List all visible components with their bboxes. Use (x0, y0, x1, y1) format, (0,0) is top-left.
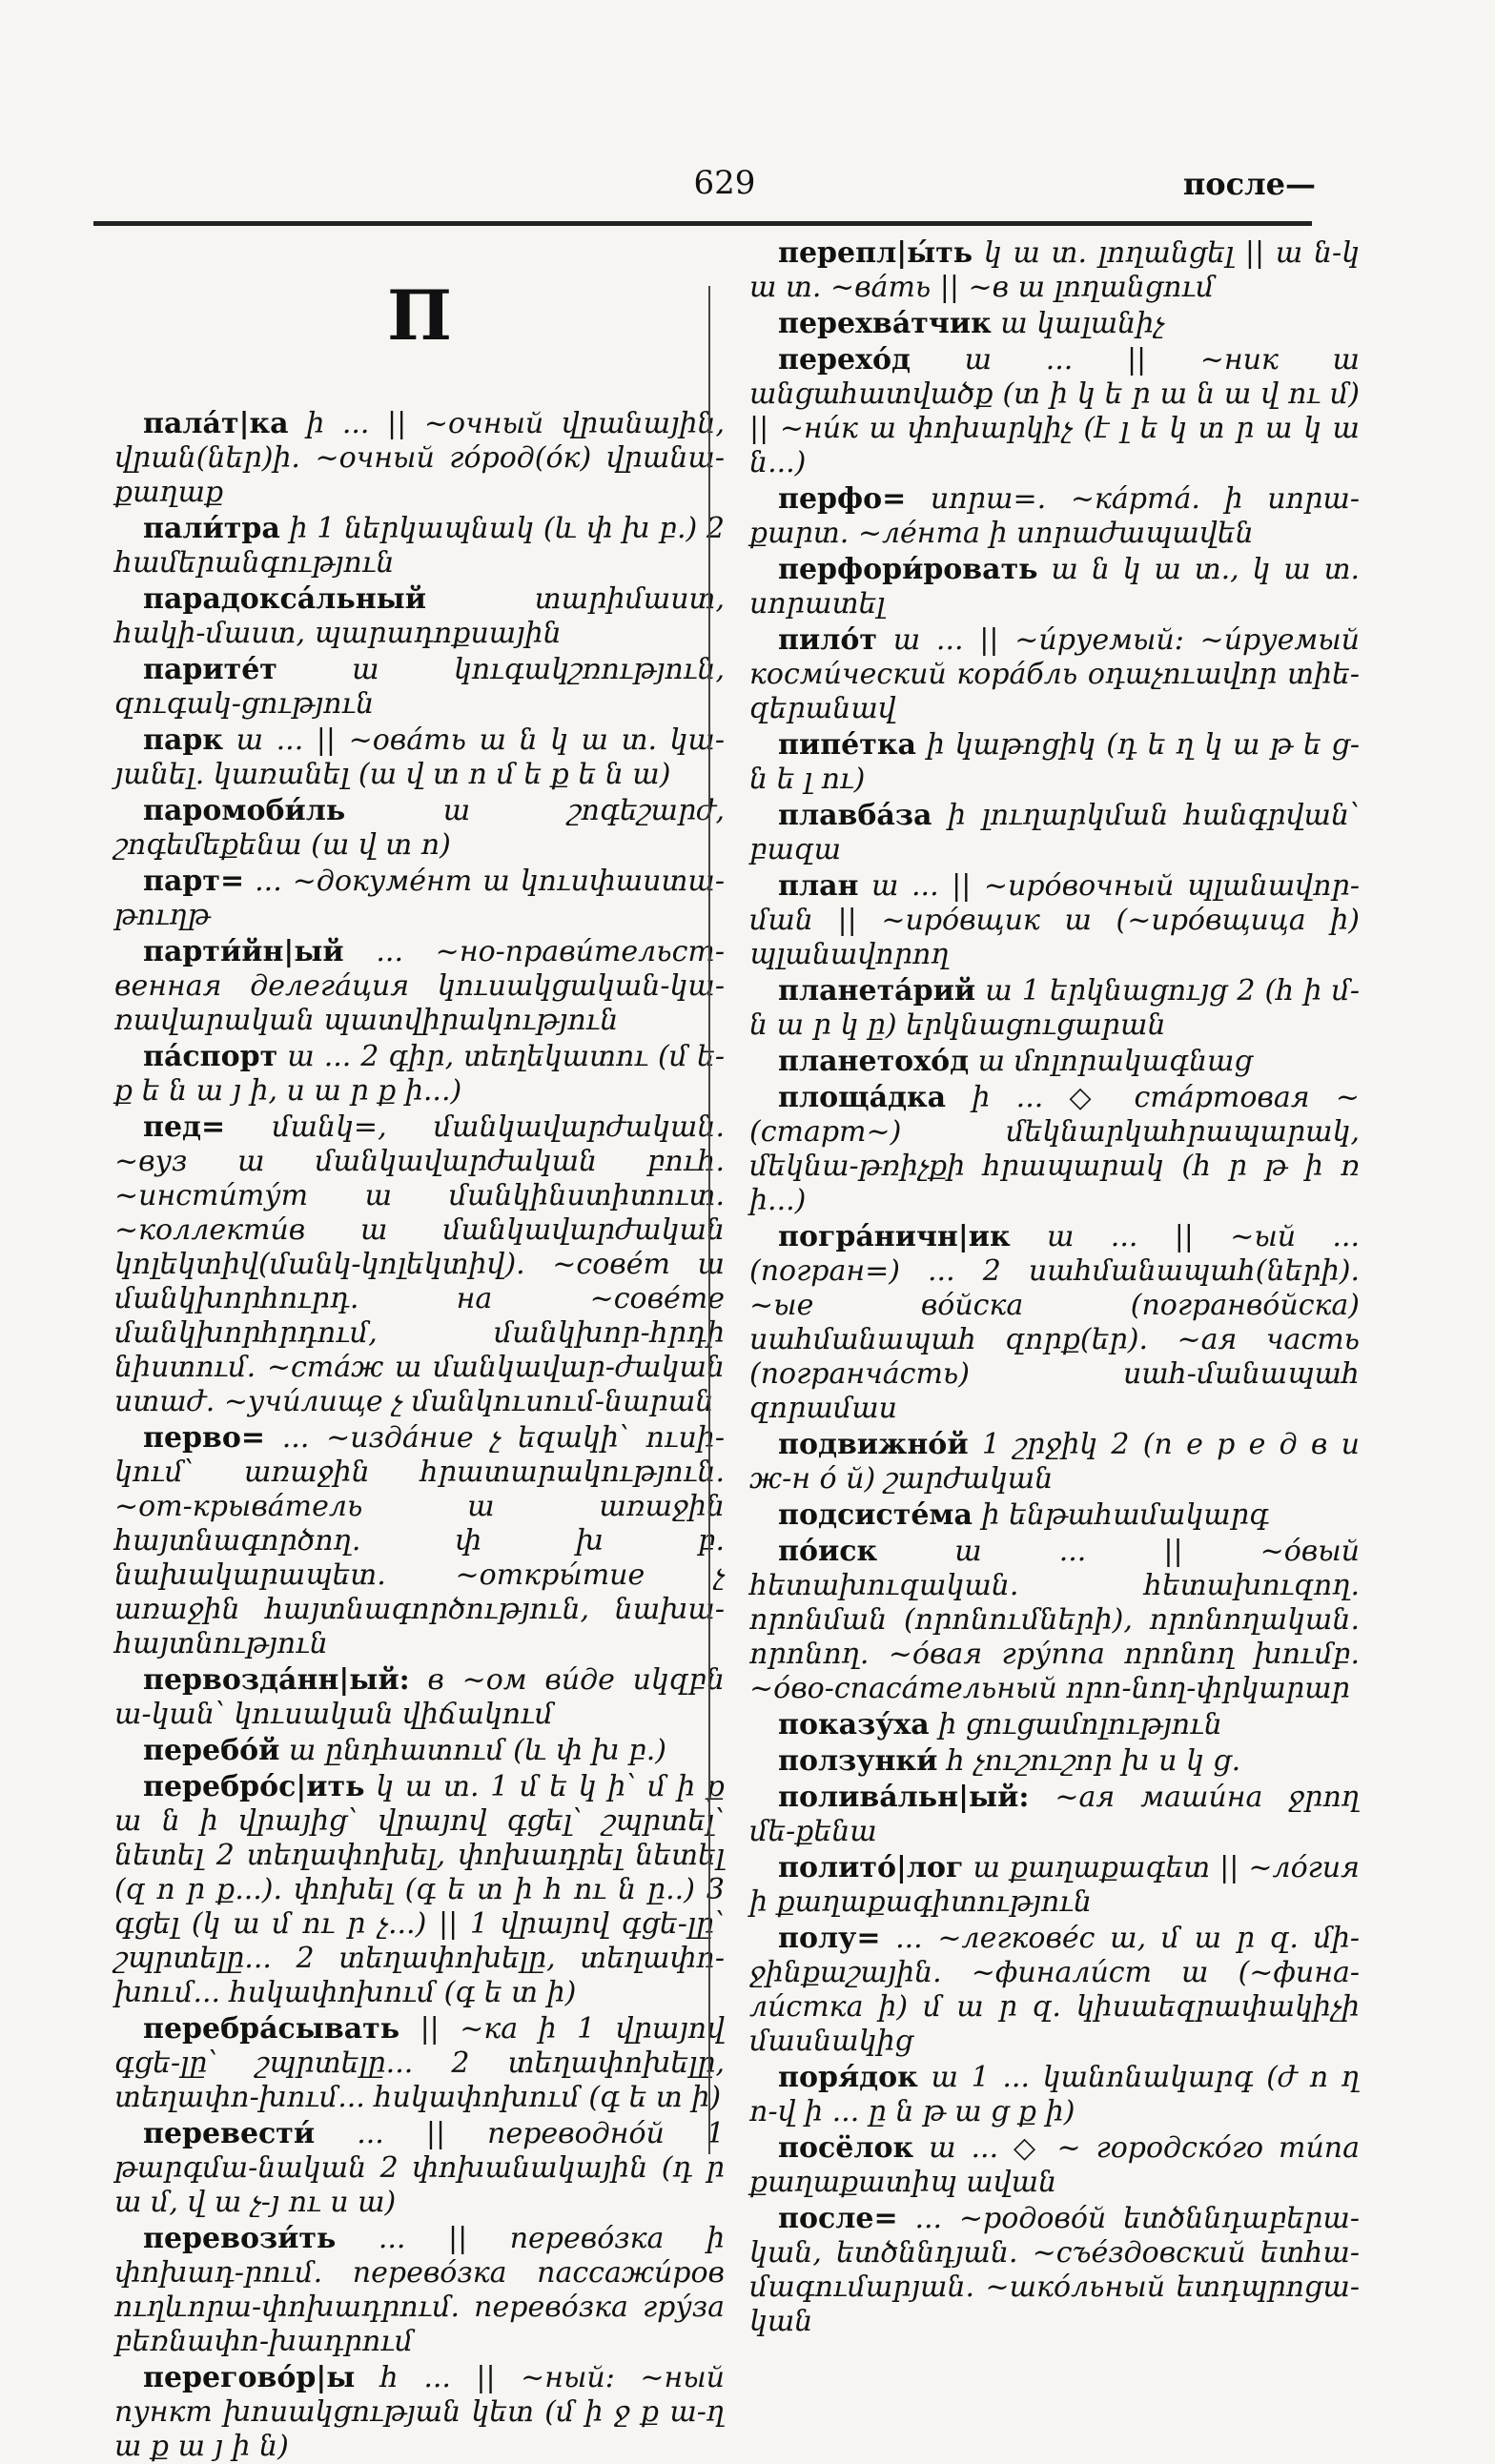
dictionary-entry (749, 1744, 1360, 1779)
entry-definition: ա մոլորակագնաց (969, 1045, 1253, 1078)
entry-headword: показу́ха (778, 1708, 930, 1741)
entry-headword: паромоби́ль (143, 794, 346, 827)
page-number: 629 (693, 164, 756, 202)
entry-definition: ա 1 երկնացույց 2 (հ ի մ-ն ա ր կ ը) երկնացուցարան (749, 974, 1360, 1042)
entry-headword: полива́льн|ый: (778, 1781, 1030, 1814)
entry-definition: 1 շրջիկ 2 (п е р е д в и ж-н ó й) շարժական (749, 1428, 1360, 1496)
dictionary-entry (749, 1708, 1360, 1742)
entry-definition: ա ... || ~ова́ть ա ն կ ա տ. կա-յանել. կառանել (ա վ տ ո մ ե ք ե ն ա) (114, 723, 725, 791)
entry-headword: план (778, 869, 859, 903)
entry-headword: посёлок (778, 2131, 914, 2165)
entry-definition: ա ն կ ա տ., կ ա տ. սորատել (749, 553, 1360, 621)
dictionary-entry (114, 2117, 725, 2220)
entry-definition: սորա=. ~ка́рта́. ի սորա-քարտ. ~ле́нта ի սորաժապավեն (749, 482, 1360, 550)
left-column (114, 236, 725, 2463)
entry-definition: ա ... || ~иро́вочный պլանավոր-ման || ~иро́вщик ա (~иро́вщица ի) պլանավորող (749, 869, 1360, 971)
entry-headword: пала́т|ка (143, 407, 289, 440)
dictionary-entry (749, 623, 1360, 726)
dictionary-entry (749, 482, 1360, 551)
dictionary-entry (749, 2131, 1360, 2200)
entry-definition: ա ... || ~ник ա անցահատվածք (տ ի կ ե ր ա ն ա վ ու մ) || ~ни́к ա փոխարկիչ (է լ ե կ տ ր ա կ ա ն...) (749, 343, 1360, 479)
entry-definition: || ~ка ի 1 վրայով գցե-լը՝ շպրտելը... 2 տեղափոխելը, տեղափո-խում... հսկափոխում (գ ե տ ի) (114, 2012, 725, 2114)
entry-definition: ի կաթոցիկ (դ ե ղ կ ա թ ե ց-ն ե լ ու) (749, 728, 1360, 796)
entry-definition: տարիմաստ, հակի-մաստ, պարադոքսային (114, 582, 725, 650)
entry-headword: плавба́за (778, 799, 932, 832)
entry-definition: в ~ом ви́де սկզբն ա-կան՝ կուսական վիճակում (114, 1663, 725, 1731)
dictionary-entry (749, 799, 1360, 867)
entry-headword: па́спорт (143, 1040, 278, 1073)
entry-headword: перебо́й (143, 1734, 280, 1767)
dictionary-entry (114, 1421, 725, 1661)
entry-headword: перво= (143, 1421, 266, 1455)
entry-headword: планета́рий (778, 974, 976, 1008)
dictionary-entry (114, 1040, 725, 1109)
entry-definition: ~ая маши́на ջրող մե-քենա (749, 1781, 1360, 1848)
entry-definition: ... ~но-прави́тельст-венная делега́ция կուսակցական-կա-ռավարական պատվիրակություն (114, 935, 725, 1037)
entry-headword: перехва́тчик (778, 307, 992, 340)
dictionary-entry (749, 553, 1360, 621)
dictionary-entry (749, 1851, 1360, 1920)
dictionary-entry (114, 1734, 725, 1768)
section-letter: П (387, 275, 452, 356)
dictionary-entry (749, 974, 1360, 1043)
entry-definition: ի ... ◇ ста́ртовая ~ (старт~) մեկնարկահրապարակ, մեկնա-թռիչքի հրապարակ (հ ր թ ի ռ ի...) (749, 1081, 1360, 1217)
dictionary-entry (114, 512, 725, 580)
dictionary-entry (114, 1110, 725, 1419)
entry-definition: ի 1 ներկապնակ (և փ խ բ.) 2 համերանգություն (114, 512, 725, 580)
entry-headword: парадокса́льный (143, 582, 426, 616)
entry-headword: пипе́тка (778, 728, 916, 762)
entry-headword: подсисте́ма (778, 1498, 973, 1532)
dictionary-entry (114, 582, 725, 651)
dictionary-entry (114, 1770, 725, 2010)
column-divider (708, 286, 710, 2154)
entry-definition: մանկ=, մանկավարժական. ~вуз ա մանկավարժական բուհ. ~инсти́ту́т ա մանկինստիտուտ. ~коллекти́в ա մանկավարժական կոլեկտիվ(մանկ-կոլեկտիվ). ~сове́т ա մանկխորհուրդ. на ~сове́те մանկխորհրդում, մանկխոր-հրդի նիստում. ~ста́ж ա մանկավար-ժական ստաժ. ~учи́лище չ մանկուսում-նարան (114, 1110, 725, 1418)
dictionary-entry (114, 2222, 725, 2359)
header-rule (93, 221, 1312, 226)
dictionary-entry (114, 1663, 725, 1732)
dictionary-entry (114, 653, 725, 722)
entry-headword: парк (143, 723, 224, 757)
dictionary-entry (749, 1498, 1360, 1533)
entry-headword: первозда́нн|ый: (143, 1663, 410, 1697)
entry-headword: полито́|лог (778, 1851, 964, 1884)
entry-headword: перегово́р|ы (143, 2361, 356, 2394)
dictionary-entry (749, 1922, 1360, 2059)
entry-definition: ա 1 ... կանոնակարգ (ժ ո ղ ո-վ ի ... ը ն թ ա ց ք ի) (749, 2061, 1360, 2128)
dictionary-entry (114, 2361, 725, 2464)
dictionary-entry (749, 1781, 1360, 1849)
entry-definition: ... || переводно́й 1 թարգմա-նական 2 փոխանակային (դ ր ա մ, վ ա չ-յ ու ս ա) (114, 2117, 725, 2219)
entry-headword: перепл|ы́ть (778, 236, 973, 270)
dictionary-entry (749, 307, 1360, 341)
dictionary-entry (749, 1428, 1360, 1497)
right-column (749, 236, 1360, 2338)
entry-headword: площа́дка (778, 1081, 947, 1114)
dictionary-entry (749, 236, 1360, 305)
dictionary-entry (114, 407, 725, 510)
dictionary-entry (114, 865, 725, 933)
entry-headword: перфо= (778, 482, 907, 516)
entry-definition: ի ցուցամոլություն (929, 1708, 1222, 1741)
entry-definition: ի լուղարկման հանգրվան՝ բազա (749, 799, 1360, 866)
entry-headword: планетохо́д (778, 1045, 970, 1078)
entry-definition: ի ... || ~очный վրանային, վրան(ներ)ի. ~очный го́род(о́к) վրանա-քաղաք (114, 407, 725, 509)
entry-definition: ի ենթահամակարգ (972, 1498, 1269, 1532)
entry-headword: после= (778, 2202, 898, 2235)
entry-definition: կ ա տ. լողանցել || ա ն-կ ա տ. ~ва́ть || ~в ա լողանցում (749, 236, 1360, 304)
entry-headword: парите́т (143, 653, 277, 686)
entry-definition: ա ... || ~и́руемый: ~и́руемый косми́ческий кора́бль օդաչուավոր տիե-զերանավ (749, 623, 1360, 725)
dictionary-entry (114, 723, 725, 792)
dictionary-entry (749, 728, 1360, 797)
entry-headword: перебра́сывать (143, 2012, 400, 2046)
dictionary-entry (114, 794, 725, 863)
entry-definition: ա կալանիչ (991, 307, 1165, 340)
dictionary-entry (749, 2061, 1360, 2129)
entry-headword: перехо́д (778, 343, 911, 377)
entry-headword: перевози́ть (143, 2222, 337, 2255)
entry-headword: ползунки́ (778, 1744, 938, 1778)
entry-definition: ... ~родово́й ետծննդաբերա-կան, ետծննդյան. ~съе́здовский ետհա-մագումարյան. ~шко́льный ետդպրոցա-կան (749, 2202, 1360, 2338)
entry-definition: հ ... || ~ный: ~ный пункт խոսակցության կետ (մ ի ջ ք ա-ղ ա ք ա յ ի ն) (114, 2361, 725, 2463)
entry-headword: погра́ничн|ик (778, 1220, 1011, 1253)
dictionary-entry (749, 1081, 1360, 1218)
entry-definition: ... || перево́зка ի փոխադ-րում. перево́зка пассажи́ров ուղևորա-փոխադրում. перево́зка гру́за բեռնափո-խադրում (114, 2222, 725, 2358)
entry-headword: полу= (778, 1922, 881, 1955)
dictionary-entry (749, 1535, 1360, 1706)
entry-definition: ա կուգակշռություն, զուգակ-ցություն (114, 653, 725, 721)
entry-headword: поря́док (778, 2061, 918, 2094)
entry-definition: ա ... ◇ ~ городско́го ти́па քաղաքատիպ ավան (749, 2131, 1360, 2199)
entry-headword: пали́тра (143, 512, 280, 545)
entry-definition: ... ~изда́ние չ եզակի՝ ուսի-կում՝ առաջին հրատարակություն. ~от-крыва́тель ա առաջին հայտնագործող. փ խ բ. նախակարապետ. ~откры́тие չ առաջին հայտնագործություն, նախա-հայտնություն (114, 1421, 725, 1660)
entry-headword: пило́т (778, 623, 877, 657)
dictionary-entry (114, 935, 725, 1038)
entry-definition: ա շոգեշարժ, շոգեմեքենա (ա վ տ ո) (114, 794, 725, 862)
entry-definition: ա քաղաքագետ || ~ло́гия ի քաղաքագիտություն (749, 1851, 1360, 1919)
dictionary-entry (749, 2202, 1360, 2339)
entry-headword: перевести́ (143, 2117, 316, 2150)
entry-definition: կ ա տ. 1 մ ե կ ի՝ մ ի ք ա ն ի վրայից՝ վրայով գցել՝ շպրտել՝ նետել 2 տեղափոխել, փոխադրել նետել (զ ո ր ք...). փոխել (գ ե տ ի հ ու ն ը..) 3 գցել (կ ա մ ու ր չ...) || 1 վրայով գցե-լը՝ շպրտելը... 2 տեղափոխելը, տեղափո-խում... հսկափոխում (գ ե տ ի) (114, 1770, 725, 2009)
guide-word: после— (1182, 166, 1316, 202)
entry-definition: ա ... || ~ый ... (погран=) ... 2 սահմանապահ(ների). ~ые во́йска (погранво́йска) սահմանապահ զորք(եր). ~ая часть (погранча́сть) սահ-մանապահ զորամաս (749, 1220, 1360, 1425)
entry-headword: пед= (143, 1110, 226, 1144)
dictionary-entry (749, 343, 1360, 480)
dictionary-entry (114, 2012, 725, 2115)
dictionary-entry (749, 1045, 1360, 1079)
entry-definition: ... ~легкове́с ա, մ ա ր զ. մի-ջինքաշային. ~финали́ст ա (~фина-ли́стка ի) մ ա ր զ. կիսաեզրափակիչի մասնակից (749, 1922, 1360, 2058)
entry-definition: ա ... || ~о́вый հետախուզական. հետախուզող. որոնման (որոնումների), որոնողական. որոնող. ~о́вая гру́ппа որոնող խումբ. ~о́во-спаса́тельный որո-նող-փրկարար (749, 1535, 1360, 1705)
entry-definition: ա ընդհատում (և փ խ բ.) (279, 1734, 666, 1767)
entry-headword: перебро́с|ить (143, 1770, 365, 1803)
entry-headword: подвижно́й (778, 1428, 969, 1461)
running-head (0, 164, 1495, 212)
entry-headword: парти́йн|ый (143, 935, 344, 968)
entry-definition: հ չուշուշոր խ ս կ ց. (937, 1744, 1241, 1778)
entry-headword: парт= (143, 865, 245, 898)
dictionary-entry (749, 869, 1360, 972)
dictionary-entry (749, 1220, 1360, 1426)
entry-definition: ... ~докуме́нт ա կուսփաստա-թուղթ (114, 865, 725, 932)
entry-definition: ա ... 2 գիր, տեղեկատու (մ ե-ք ե ն ա յ ի, ս ա ր ք ի...) (114, 1040, 725, 1108)
entry-headword: по́иск (778, 1535, 878, 1568)
entry-headword: перфори́ровать (778, 553, 1038, 586)
